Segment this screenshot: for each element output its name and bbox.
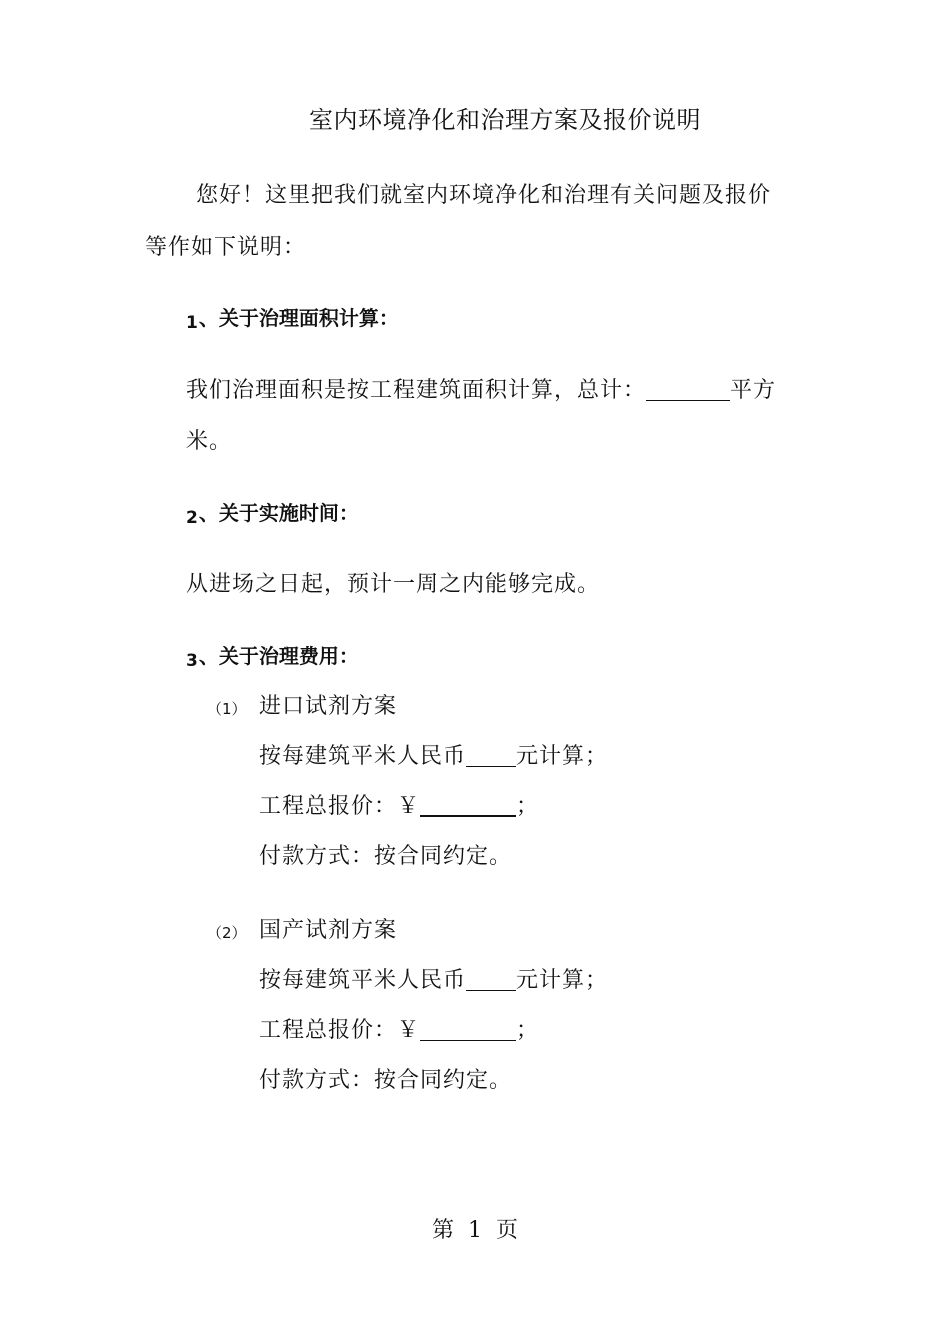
- section-1-text-after: 平方: [730, 378, 777, 403]
- section-1-text-before: 我们治理面积是按工程建筑面积计算，总计：: [186, 378, 647, 403]
- plan-1-total-blank[interactable]: [420, 793, 516, 817]
- plan-2-payment: 付款方式：按合同约定。: [259, 1068, 513, 1093]
- plan-2-name: 国产试剂方案: [259, 918, 398, 943]
- section-1-number: 1: [186, 313, 198, 333]
- intro-line-2: 等作如下说明：: [145, 235, 307, 260]
- plan-1-price-line: [259, 739, 608, 770]
- plan-2-index: （2）: [207, 924, 247, 942]
- section-3-heading: [186, 640, 359, 669]
- section-1-text: [186, 373, 776, 404]
- section-2-heading-text: 、关于实施时间：: [198, 501, 359, 525]
- plan-1-price-after: 元计算；: [516, 744, 609, 769]
- plan-2-price-line: [259, 963, 608, 994]
- section-1-heading-text: 、关于治理面积计算：: [198, 306, 399, 330]
- section-1-text-line-2: 米。: [186, 429, 233, 454]
- document-title: 室内环境净化和治理方案及报价说明: [309, 106, 701, 134]
- plan-1-name: 进口试剂方案: [259, 694, 398, 719]
- plan-1-index: （1）: [207, 700, 247, 718]
- area-blank-field[interactable]: [646, 378, 730, 401]
- plan-2-total-blank[interactable]: [420, 1018, 516, 1041]
- plan-2-unit-price-blank[interactable]: [466, 968, 516, 991]
- section-2-heading: [186, 497, 359, 526]
- plan-1-unit-price-blank[interactable]: [466, 744, 516, 767]
- section-2-text: 从进场之日起，预计一周之内能够完成。: [186, 572, 601, 597]
- intro-line-1: 您好！这里把我们就室内环境净化和治理有关问题及报价: [196, 183, 772, 208]
- plan-2-total-after: ；: [516, 1018, 540, 1043]
- plan-2-price-after: 元计算；: [516, 968, 609, 993]
- plan-2-total-line: [259, 1013, 539, 1044]
- plan-1-total-after: ；: [516, 794, 540, 819]
- section-3-number: 3: [186, 651, 198, 671]
- section-2-number: 2: [186, 508, 198, 528]
- section-1-heading: [186, 302, 399, 331]
- plan-1-total-line: [259, 789, 539, 820]
- page-number: 第 1 页: [432, 1218, 518, 1243]
- plan-2-price-before: 按每建筑平米人民币: [259, 968, 467, 993]
- plan-2-total-label: 工程总报价：￥: [259, 1018, 421, 1043]
- plan-1-price-before: 按每建筑平米人民币: [259, 744, 467, 769]
- section-3-heading-text: 、关于治理费用：: [198, 644, 359, 668]
- plan-1-total-label: 工程总报价：￥: [259, 794, 421, 819]
- plan-1-payment: 付款方式：按合同约定。: [259, 844, 513, 869]
